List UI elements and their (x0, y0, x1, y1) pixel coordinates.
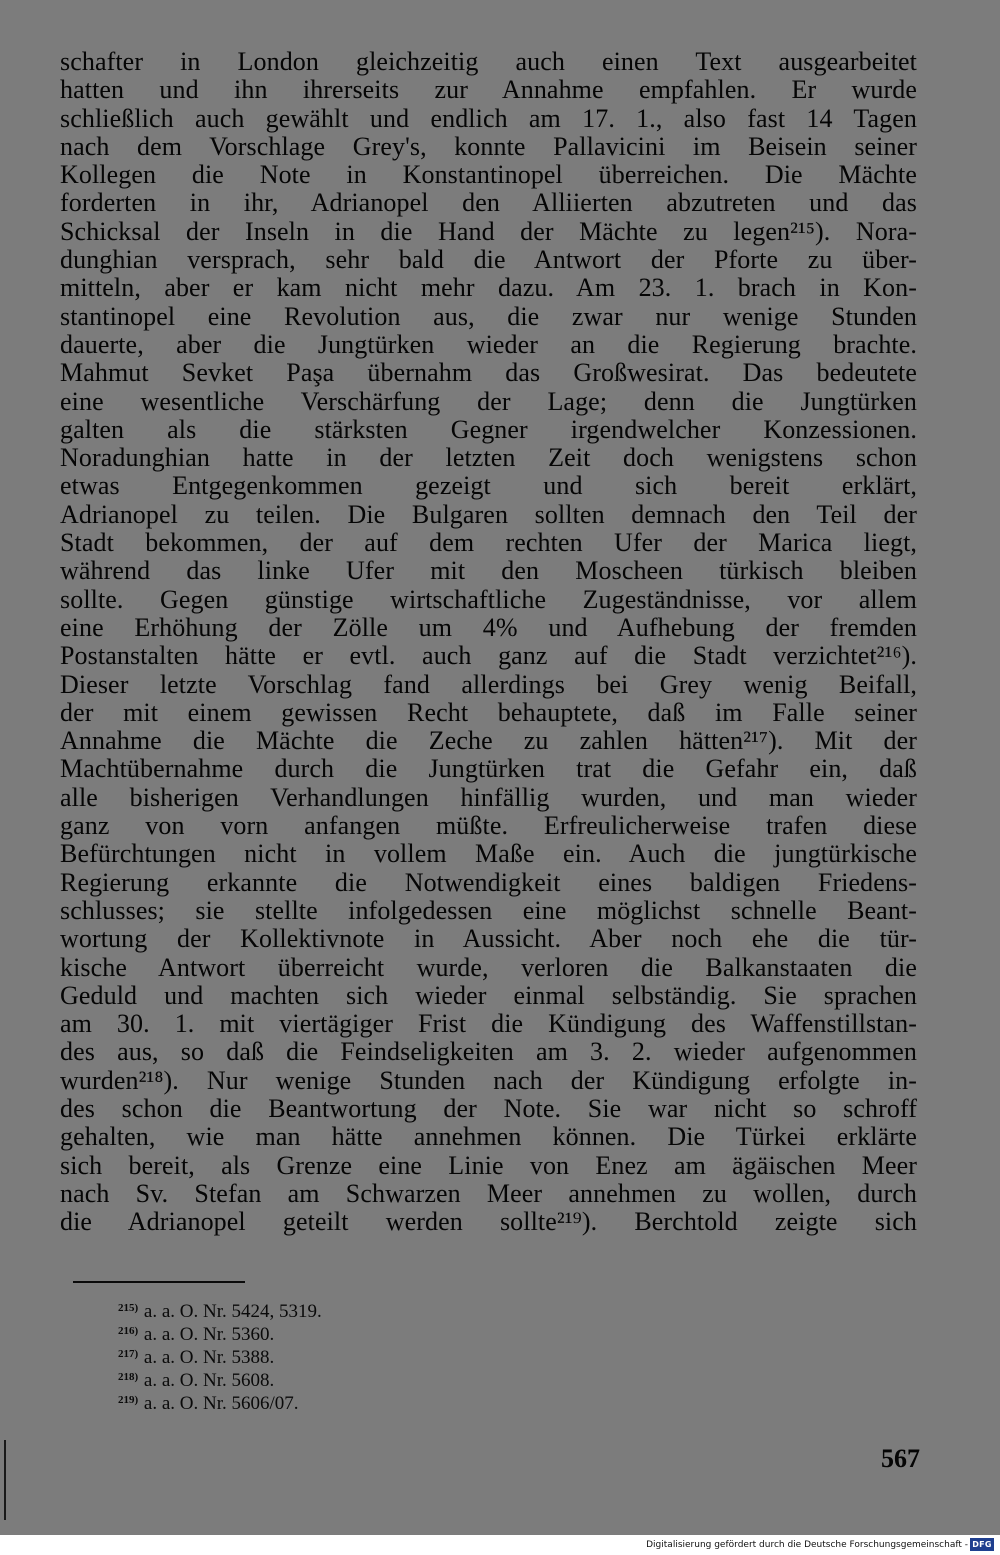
text-line: dauerte, aber die Jungtürken wieder an die Regierung brachte. (60, 329, 917, 359)
body-text (60, 48, 917, 1236)
text-line: des aus, so daß die Feindseligkeiten am 3. 2. wieder aufgenommen (60, 1037, 917, 1067)
text-line: eine wesentliche Verschärfung der Lage; denn die Jungtürken (60, 386, 917, 416)
text-line: Noradunghian hatte in der letzten Zeit doch wenigstens schon (60, 443, 917, 473)
text-line: Schicksal der Inseln in die Hand der Mächte zu legen²¹⁵). Nora- (60, 216, 917, 246)
footnote-mark: 218) (118, 1371, 139, 1383)
digitization-credit: Digitalisierung gefördert durch die Deutsche Forschungsgemeinschaft - (646, 1540, 968, 1550)
text-line: etwas Entgegenkommen gezeigt und sich bereit erklärt, (60, 471, 917, 501)
dfg-logo: DFG (970, 1538, 994, 1551)
footnote (118, 1297, 322, 1320)
text-line: während das linke Ufer mit den Moscheen türkisch bleiben (60, 556, 917, 586)
text-line: schafter in London gleichzeitig auch einen Text ausgearbeitet (60, 47, 917, 76)
text-line: Befürchtungen nicht in vollem Maße ein. Auch die jungtürkische (60, 839, 917, 869)
text-line: eine Erhöhung der Zölle um 4% und Aufhebung der fremden (60, 612, 917, 642)
text-line: stantinopel eine Revolution aus, die zwar nur wenige Stunden (60, 301, 917, 331)
footnote-mark: 216) (118, 1325, 139, 1337)
footnote-text: a. a. O. Nr. 5608. (143, 1370, 275, 1391)
text-line: schlusses; sie stellte infolgedessen eine möglichst schnelle Beant- (60, 895, 917, 925)
footnote-separator (73, 1281, 245, 1283)
text-line: Postanstalten hätte er evtl. auch ganz auf die Stadt verzichtet²¹⁶). (60, 641, 917, 671)
text-line: Adrianopel zu teilen. Die Bulgaren sollten demnach den Teil der (60, 499, 917, 529)
footnote-text: a. a. O. Nr. 5424, 5319. (143, 1301, 322, 1322)
text-line: Machtübernahme durch die Jungtürken trat die Gefahr ein, daß (60, 754, 917, 784)
text-line: forderten in ihr, Adrianopel den Alliierten abzutreten und das (60, 188, 917, 218)
footnote (118, 1320, 322, 1343)
footnote-mark: 219) (118, 1394, 139, 1406)
text-line: mitteln, aber er kam nicht mehr dazu. Am 23. 1. brach in Kon- (60, 273, 917, 303)
footnotes (118, 1297, 322, 1412)
text-line: Kollegen die Note in Konstantinopel überreichen. Die Mächte (60, 160, 917, 190)
text-line: des schon die Beantwortung der Note. Sie war nicht so schroff (60, 1093, 917, 1123)
text-line: Dieser letzte Vorschlag fand allerdings bei Grey wenig Beifall, (60, 669, 917, 699)
text-line: wurden²¹⁸). Nur wenige Stunden nach der Kündigung erfolgte in- (60, 1065, 917, 1095)
page-number: 567 (881, 1444, 920, 1473)
footnote-mark: 217) (118, 1348, 139, 1360)
text-line: Regierung erkannte die Notwendigkeit eines baldigen Friedens- (60, 867, 917, 897)
footnote-text: a. a. O. Nr. 5388. (143, 1347, 275, 1368)
text-line: dunghian versprach, sehr bald die Antwort der Pforte zu über- (60, 245, 917, 275)
footnote (118, 1366, 322, 1389)
text-line: wortung der Kollektivnote in Aussicht. Aber noch ehe die tür- (60, 924, 917, 954)
text-line: sich bereit, als Grenze eine Linie von Enez am ägäischen Meer (60, 1150, 917, 1180)
text-line: die Adrianopel geteilt werden sollte²¹⁹). Berchtold zeigte sich (60, 1207, 917, 1237)
text-line: sollte. Gegen günstige wirtschaftliche Zugeständnisse, vor allem (60, 584, 917, 614)
text-line: kische Antwort überreicht wurde, verloren die Balkanstaaten die (60, 952, 917, 982)
text-line: Annahme die Mächte die Zeche zu zahlen hätten²¹⁷). Mit der (60, 726, 917, 756)
footnote (118, 1389, 322, 1412)
footnote-text: a. a. O. Nr. 5606/07. (143, 1393, 299, 1414)
text-line: nach Sv. Stefan am Schwarzen Meer annehmen zu wollen, durch (60, 1178, 917, 1208)
text-line: hatten und ihn ihrerseits zur Annahme empfahlen. Er wurde (60, 75, 917, 105)
text-line: Mahmut Sevket Paşa übernahm das Großwesirat. Das bedeutete (60, 358, 917, 388)
text-line: am 30. 1. mit viertägiger Frist die Kündigung des Waffenstillstan- (60, 1009, 917, 1039)
scan-edge-artifact (4, 1440, 6, 1520)
text-line: galten als die stärksten Gegner irgendwelcher Konzessionen. (60, 414, 917, 444)
text-line: der mit einem gewissen Recht behauptete, daß im Falle seiner (60, 697, 917, 727)
text-line: gehalten, wie man hätte annehmen können. Die Türkei erklärte (60, 1122, 917, 1152)
text-line: ganz von vorn anfangen müßte. Erfreulicherweise trafen diese (60, 811, 917, 841)
text-line: Stadt bekommen, der auf dem rechten Ufer der Marica liegt, (60, 528, 917, 558)
text-line: nach dem Vorschlage Grey's, konnte Pallavicini im Beisein seiner (60, 131, 917, 161)
text-line: alle bisherigen Verhandlungen hinfällig wurden, und man wieder (60, 782, 917, 812)
text-line: schließlich auch gewählt und endlich am 17. 1., also fast 14 Tagen (60, 103, 917, 133)
footnote-mark: 215) (118, 1302, 139, 1314)
footnote (118, 1343, 322, 1366)
footnote-text: a. a. O. Nr. 5360. (143, 1324, 275, 1345)
text-line: Geduld und machten sich wieder einmal selbständig. Sie sprachen (60, 980, 917, 1010)
